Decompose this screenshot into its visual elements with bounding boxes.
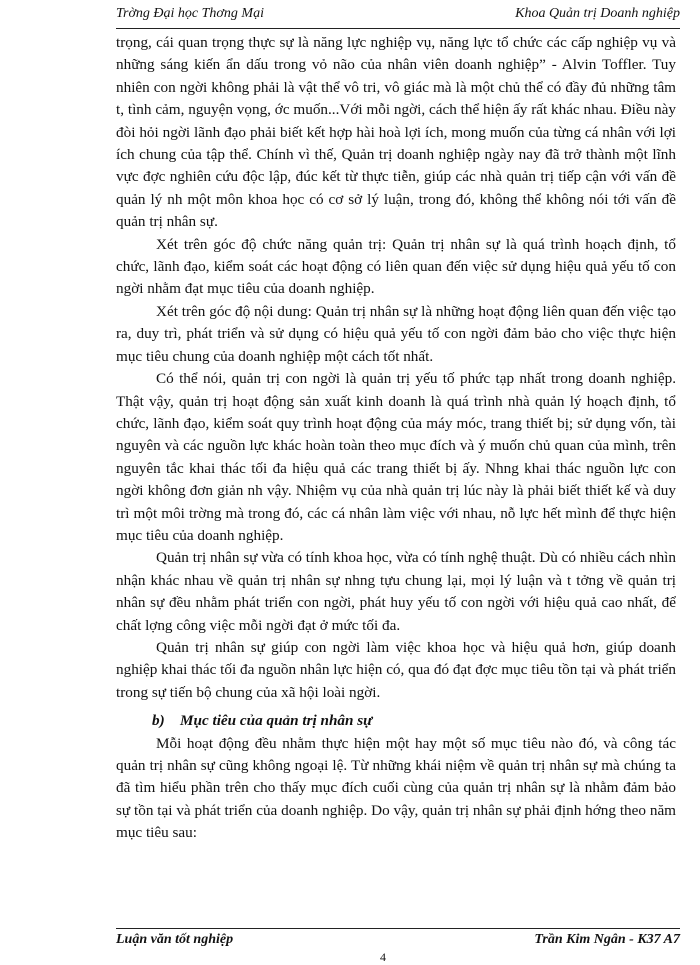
- document-body: [116, 32, 676, 845]
- paragraph-4: Có thể nói, quản trị con ngời là quản trị yếu tố phức tạp nhất trong doanh nghiệp. Thật vậy, quản trị hoạt động sản xuất kinh doanh là quá trình nhà quản lý hoạch định, tổ chức, lãnh đạo, kiểm soát quy trình hoạt động của máy móc, trang thiết bị; sử dụng vốn, tài nguyên và các nguồn lực khác hoàn toàn theo mục đích và ý muốn chủ quan của mình, trên nguyên tắc khai thác tối đa hiệu quả các trang thiết bị ấy. Nhng khai thác nguồn lực con ngời không đơn giản nh vậy. Nhiệm vụ của nhà quản trị lúc này là phải biết thiết kế và duy trì một môi trờng mà trong đó, các cá nhân làm việc với nhau, nỗ lực hết mình để thực hiện mục tiêu của doanh nghiệp.: [116, 370, 676, 544]
- section-heading: [116, 710, 676, 732]
- header-school: Trờng Đại học Thơng Mại: [116, 6, 264, 21]
- section-heading-label: b): [152, 712, 165, 730]
- page-header: [116, 2, 680, 29]
- footer-thesis: Luận văn tốt nghiệp: [116, 932, 234, 947]
- paragraph-1: trọng, cái quan trọng thực sự là năng lực nghiệp vụ, năng lực tổ chức các cấp nghiệp vụ và những sáng kiến ẩn dấu trong vỏ não của nhân viên doanh nghiệp” - Alvin Toffler. Tuy nhiên con ngời không phải là vật thể vô tri, vô giác mà là một chủ thể có đầy đủ những tâm t, tình cảm, nguyện vọng, ớc muốn...Với mỗi ngời, cách thể hiện ấy rất khác nhau. Điều này đòi hỏi ngời lãnh đạo phải biết kết hợp hài hoà lợi ích, mong muốn của từng cá nhân với lợi ích chung của tập thể. Chính vì thế, Quản trị doanh nghiệp ngày nay đã trở thành một lĩnh vực đợc nghiên cứu độc lập, đúc kết từ thực tiễn, giúp các nhà quản trị tiếp cận với vấn đề quản lý nh một môn khoa học có cơ sở lý luận, trong đó, không thể không nói tới vấn đề quản trị nhân sự.: [116, 34, 676, 231]
- paragraph-5: Quản trị nhân sự vừa có tính khoa học, vừa có tính nghệ thuật. Dù có nhiều cách nhìn nhận khác nhau về quản trị nhân sự nhng tựu chung lại, mọi lý luận và t tởng về quản trị nhân sự đều nhằm phát triển con ngời, phát huy yếu tố con ngời với hiệu quả cao nhất, để chất lợng công việc mỗi ngời đạt ở mức tối đa.: [116, 549, 676, 634]
- footer-author: Trần Kim Ngân - K37 A7: [534, 932, 680, 947]
- paragraph-2: Xét trên góc độ chức năng quản trị: Quản trị nhân sự là quá trình hoạch định, tổ chức, lãnh đạo, kiểm soát các hoạt động có liên quan đến việc sử dụng hiệu quả yếu tố con ngời nhằm đạt mục tiêu của doanh nghiệp.: [116, 235, 676, 298]
- paragraph-6: Quản trị nhân sự giúp con ngời làm việc khoa học và hiệu quả hơn, giúp doanh nghiệp khai thác tối đa nguồn nhân lực hiện có, qua đó đạt đợc mục tiêu tồn tại và phát triển trong sự tiến bộ chung của xã hội loài ngời.: [116, 638, 676, 701]
- section-heading-text: Mục tiêu của quản trị nhân sự: [180, 712, 373, 730]
- page-footer: [116, 928, 680, 953]
- paragraph-7: Mỗi hoạt động đều nhằm thực hiện một hay một số mục tiêu nào đó, và công tác quản trị nhân sự cũng không ngoại lệ. Từ những khái niệm về quản trị nhân sự mà chúng ta đã tìm hiểu phần trên cho thấy mục đích cuối cùng của quản trị nhân sự là nhằm đảm bảo sự tồn tại và phát triển của doanh nghiệp. Do vậy, quản trị nhân sự phải định hớng theo năm mục tiêu sau:: [116, 734, 676, 842]
- header-department: Khoa Quản trị Doanh nghiệp: [515, 6, 680, 21]
- paragraph-3: Xét trên góc độ nội dung: Quản trị nhân sự là những hoạt động liên quan đến việc tạo ra, duy trì, phát triển và sử dụng có hiệu quả yếu tố con ngời đảm bảo cho việc thực hiện mục tiêu chung của doanh nghiệp một cách tốt nhất.: [116, 302, 676, 365]
- page-number: 4: [380, 950, 386, 964]
